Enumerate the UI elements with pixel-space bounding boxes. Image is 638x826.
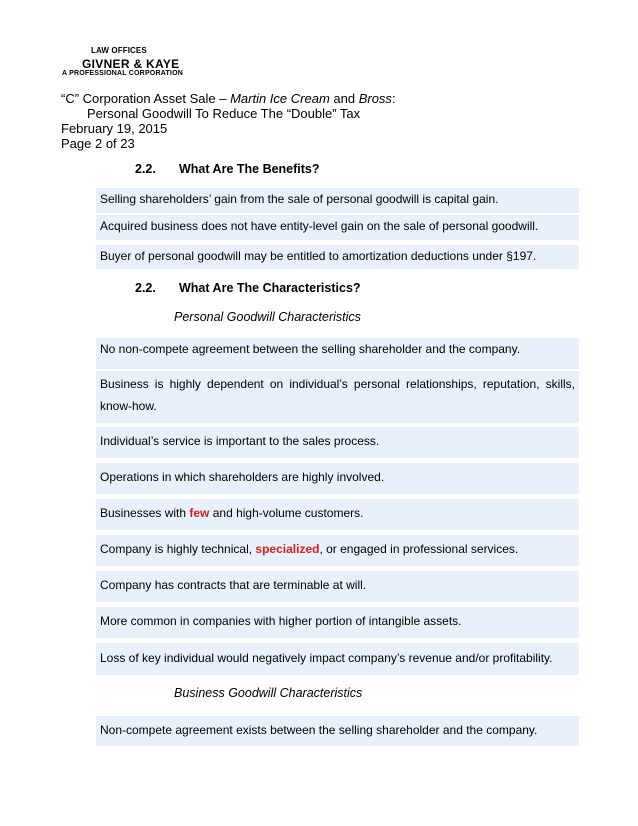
- benefit-row: Selling shareholders’ gain from the sale of personal goodwill is capital gain.: [96, 188, 579, 213]
- characteristics-heading-text: What Are The Characteristics?: [179, 281, 361, 295]
- personal-row: Operations in which shareholders are highly involved.: [96, 463, 579, 494]
- personal-goodwill-heading: Personal Goodwill Characteristics: [174, 310, 361, 324]
- personal-row: Loss of key individual would negatively impact company’s revenue and/or profitability.: [96, 643, 579, 675]
- document-date: February 19, 2015: [61, 121, 168, 136]
- firm-name: GIVNER & KAYE: [82, 57, 180, 71]
- personal-row: Company is highly technical, specialized, or engaged in professional services.: [96, 535, 579, 566]
- business-row: Non-compete agreement exists between the selling shareholder and the company.: [96, 716, 579, 746]
- personal-row: No non-compete agreement between the selling shareholder and the company.: [96, 338, 579, 369]
- highlight-specialized: specialized: [255, 542, 320, 556]
- benefits-section-number: 2.2.: [135, 162, 156, 176]
- personal-row: Businesses with few and high-volume customers.: [96, 499, 579, 530]
- firm-corporation-label: A PROFESSIONAL CORPORATION: [62, 70, 183, 77]
- personal-row: Business is highly dependent on individual’s personal relationships, reputation, skills, know-how.: [96, 371, 579, 423]
- personal-row: More common in companies with higher portion of intangible assets.: [96, 607, 579, 638]
- personal-row: Individual’s service is important to the sales process.: [96, 427, 579, 458]
- page-number: Page 2 of 23: [61, 136, 135, 151]
- highlight-few: few: [189, 506, 210, 520]
- law-offices-label: LAW OFFICES: [91, 46, 147, 55]
- document-title: “C” Corporation Asset Sale – Martin Ice Cream and Bross:: [61, 91, 396, 106]
- benefit-row: Buyer of personal goodwill may be entitled to amortization deductions under §197.: [96, 245, 579, 269]
- characteristics-section-number: 2.2.: [135, 281, 156, 295]
- business-goodwill-heading: Business Goodwill Characteristics: [174, 686, 363, 700]
- benefits-heading: [135, 162, 320, 176]
- case-name-1: Martin Ice Cream: [230, 91, 330, 106]
- case-name-2: Bross: [358, 91, 392, 106]
- document-subtitle: Personal Goodwill To Reduce The “Double” Tax: [87, 106, 361, 121]
- benefits-heading-text: What Are The Benefits?: [179, 162, 320, 176]
- personal-row: Company has contracts that are terminable at will.: [96, 571, 579, 602]
- characteristics-heading: [135, 281, 361, 295]
- benefit-row: Acquired business does not have entity-level gain on the sale of personal goodwill.: [96, 215, 579, 240]
